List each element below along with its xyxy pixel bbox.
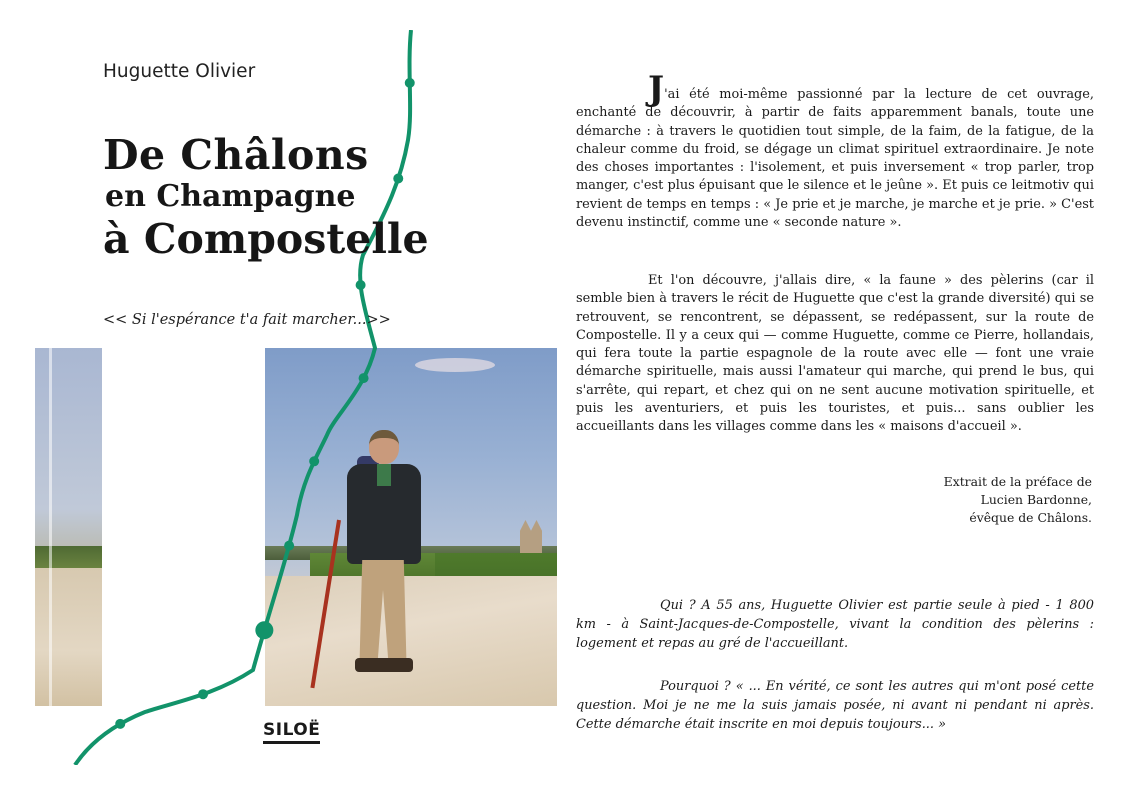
- cover-photo: [265, 348, 557, 706]
- spine-hedge: [35, 546, 102, 568]
- pilgrim-head: [369, 430, 399, 464]
- route-milestone-dot: [198, 689, 208, 699]
- back-cover: [576, 69, 1098, 766]
- title-line-1: De Châlons: [103, 131, 369, 179]
- attribution-line-1: Extrait de la préface de: [943, 474, 1092, 489]
- preface-paragraph-2: Et l'on découvre, j'allais dire, « la faune » des pèlerins (car il semble bien à travers le récit de Huguette que c'est la grande diversité) qui se retrouvent, se rencontrent, se dépassent, se redépassent, sur la route de Compostelle. Il y a ceux qui — comme Huguette, comme ce Pierre, hollandais, qui fera toute la partie espagnole de la route avec elle — font une vraie démarche spirituelle, mais aussi l'amateur qui marche, qui prend le bus, qui s'arrête, qui repart, et chez qui on ne sent aucune motivation spirituelle, et puis les aventuriers, et puis les touristes, et puis... sans oublier les accueillants dans les villages comme dans les « maisons d'accueil ».: [576, 273, 1094, 435]
- publisher-logo: SILOË: [263, 720, 320, 744]
- photo-cloud: [415, 358, 495, 372]
- pilgrim-boots: [355, 658, 413, 672]
- preface-paragraph-1-text: 'ai été moi-même passionné par la lecture de cet ouvrage, enchanté de découvrir, à partir de faits apparemment banals, toute une démarche : à travers le quotidien tout simple, de la faim, de la fatigue, de la chaleur comme du froid, se dégage un climat spirituel extraordinaire. Je note des choses importantes : l'isolement, et puis inversement « trop parler, trop manger, c'est plus épuisant que le silence et le jeûne ». Et puis ce leitmotiv qui revient de temps en temps : « Je prie et je marche, je marche et je prie. » C'est devenu instinctif, comme une « seconde nature ».: [576, 87, 1094, 231]
- pilgrim-scarf: [377, 464, 391, 486]
- spine-road: [35, 568, 102, 706]
- photo-church: [520, 520, 542, 556]
- book-title: [103, 132, 483, 262]
- title-line-2: en Champagne: [105, 179, 356, 214]
- summary-why: Pourquoi ? « ... En vérité, ce sont les autres qui m'ont posé cette question. Moi je ne me la suis jamais posée, ni avant ni pendant ni après. Cette démarche était inscrite en moi depuis toujours... »: [576, 679, 1094, 732]
- attribution-line-3: évêque de Châlons.: [969, 510, 1092, 525]
- route-milestone-dot: [356, 280, 366, 290]
- preface-attribution: [944, 473, 1092, 527]
- preface-paragraph-1: [576, 69, 1094, 232]
- tagline: << Si l'espérance t'a fait marcher...>>: [103, 312, 391, 328]
- pilgrim-legs: [357, 560, 409, 660]
- spine-edge: [49, 348, 52, 706]
- route-milestone-dot: [405, 78, 415, 88]
- front-cover: [35, 30, 557, 765]
- drop-cap: J: [648, 69, 665, 109]
- author-name: Huguette Olivier: [103, 61, 256, 82]
- summary-who: Qui ? A 55 ans, Huguette Olivier est partie seule à pied - 1 800 km - à Saint-Jacques-de-Compostelle, vivant la condition des pèlerins : logement et repas au gré de l'accueillant.: [576, 598, 1094, 651]
- title-line-3: à Compostelle: [103, 215, 429, 263]
- photo-pilgrim: [335, 430, 435, 690]
- route-milestone-dot: [115, 719, 125, 729]
- spine-photo: [35, 348, 102, 706]
- attribution-line-2: Lucien Bardonne,: [980, 492, 1092, 507]
